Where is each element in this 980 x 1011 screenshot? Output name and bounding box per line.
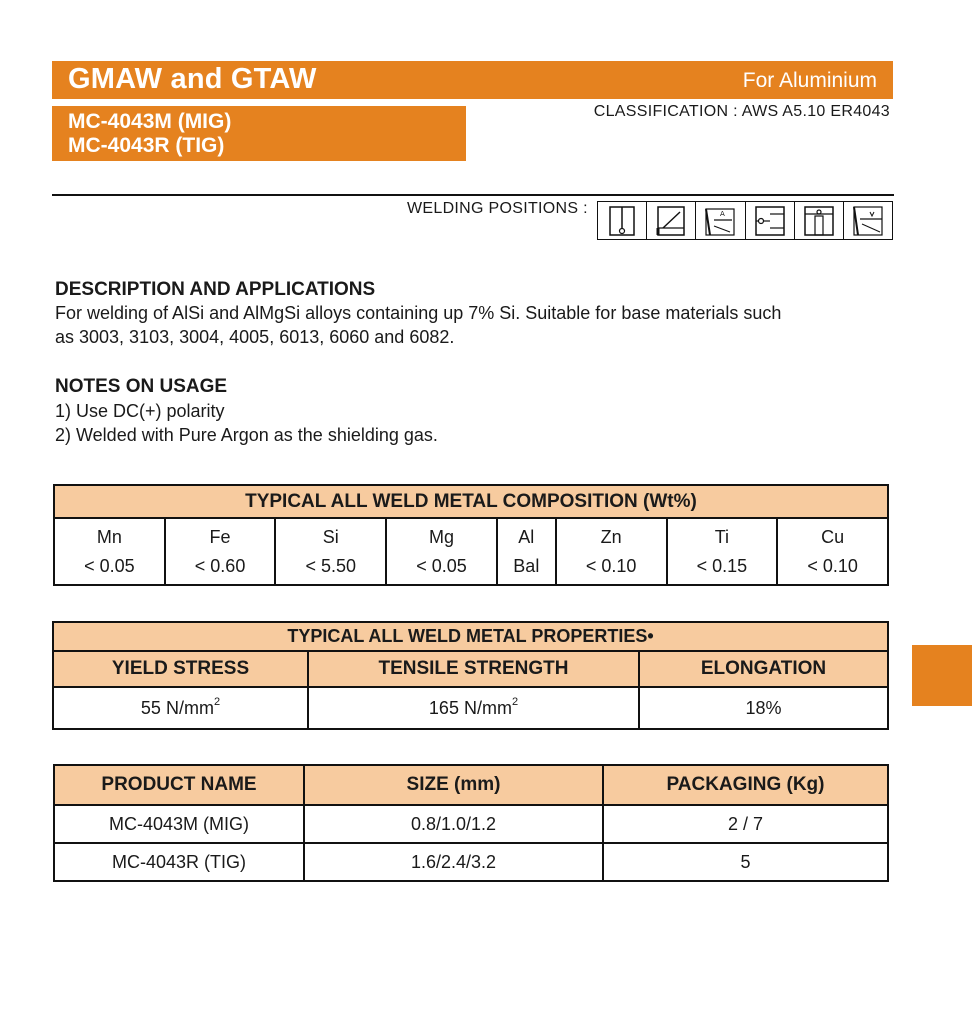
description-line: as 3003, 3103, 3004, 4005, 6013, 6060 and 6082. [55,327,455,347]
notes-heading: NOTES ON USAGE [55,376,228,397]
composition-cell [497,518,556,585]
tensile-strength-value [308,687,639,729]
composition-cell [275,518,386,585]
unit-exponent: 2 [213,695,221,708]
product-table [53,764,889,882]
composition-cell [556,518,667,585]
properties-header: YIELD STRESS [53,651,308,687]
vertical-up-icon [695,202,744,239]
table-row [54,843,888,881]
element-symbol: Ti [714,526,730,547]
product-table-header: SIZE (mm) [304,765,603,805]
composition-cell [667,518,778,585]
vertical-down-icon [843,202,892,239]
composition-cell [165,518,276,585]
notes-list [55,399,438,447]
packaging-cell: 5 [603,843,888,881]
horizontal-position-icon [745,202,794,239]
properties-header: ELONGATION [639,651,888,687]
element-symbol: Mg [428,526,454,547]
properties-header: TENSILE STRENGTH [308,651,639,687]
unit-exponent: 2 [511,695,519,708]
element-symbol: Cu [821,526,845,547]
page-title: GMAW and GTAW [68,63,317,95]
welding-positions-label: WELDING POSITIONS : [407,200,588,217]
composition-title: TYPICAL ALL WELD METAL COMPOSITION (Wt%) [54,485,888,518]
description-heading: DESCRIPTION AND APPLICATIONS [55,279,376,300]
product-name-cell: MC-4043R (TIG) [54,843,304,881]
description-line: For welding of AlSi and AlMgSi alloys containing up 7% Si. Suitable for base materials such [55,303,782,323]
title-banner [52,61,893,99]
properties-row [53,687,888,729]
element-symbol: Fe [209,526,231,547]
element-value: < 0.05 [84,555,135,576]
product-name-box [52,106,466,161]
element-symbol: Zn [600,526,622,547]
size-cell: 1.6/2.4/3.2 [304,843,603,881]
properties-table [52,621,889,730]
material-subtitle: For Aluminium [742,69,877,92]
composition-table [53,484,889,586]
element-value: < 0.15 [696,555,748,576]
composition-cell [777,518,888,585]
table-row [54,805,888,843]
element-symbol: Mn [96,526,122,547]
svg-text:A: A [720,209,726,218]
composition-row [54,518,888,585]
composition-cell [386,518,497,585]
element-value: < 0.05 [416,555,467,576]
product-name-tig: MC-4043R (TIG) [68,134,225,157]
composition-cell [54,518,165,585]
size-cell: 0.8/1.0/1.2 [304,805,603,843]
side-index-tab [912,645,972,706]
elongation-value: 18% [639,687,888,729]
element-symbol: Al [518,526,535,547]
element-symbol: Si [322,526,339,547]
tensile-strength-text: 165 N/mm [428,697,512,718]
product-name-mig: MC-4043M (MIG) [68,110,232,133]
element-value: < 0.10 [807,555,858,576]
welding-positions-icons [597,201,893,240]
description-text [55,301,855,349]
product-name-cell: MC-4043M (MIG) [54,805,304,843]
element-value: < 0.10 [585,555,637,576]
properties-title: TYPICAL ALL WELD METAL PROPERTIES• [53,622,888,651]
product-table-header: PACKAGING (Kg) [603,765,888,805]
classification-text: CLASSIFICATION : AWS A5.10 ER4043 [593,103,890,120]
horizontal-fillet-icon [646,202,695,239]
product-table-header: PRODUCT NAME [54,765,304,805]
header-divider [52,194,894,196]
overhead-position-icon [794,202,843,239]
flat-position-icon [598,202,646,239]
yield-stress-value [53,687,308,729]
yield-stress-text: 55 N/mm [140,697,214,718]
notes-item: 1) Use DC(+) polarity [55,401,225,421]
element-value: Bal [513,555,540,576]
packaging-cell: 2 / 7 [603,805,888,843]
element-value: < 5.50 [305,555,357,576]
element-value: < 0.60 [194,555,246,576]
notes-item: 2) Welded with Pure Argon as the shielding gas. [55,425,438,445]
